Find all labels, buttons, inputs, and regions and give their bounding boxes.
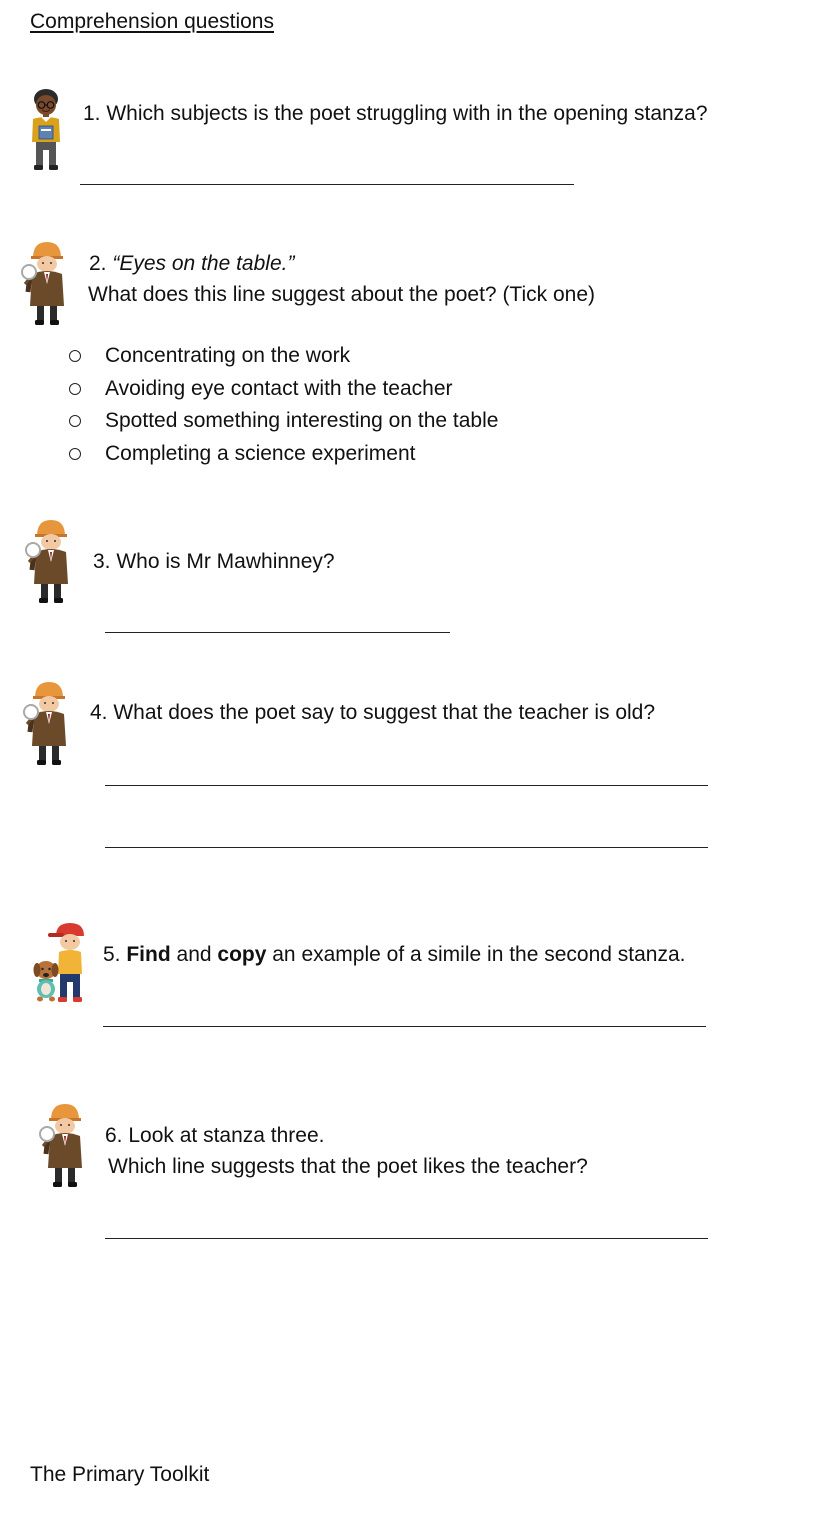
footer-brand: The Primary Toolkit	[30, 1463, 210, 1486]
tick-box-icon[interactable]	[69, 415, 81, 427]
option-label: Concentrating on the work	[105, 344, 351, 367]
tick-box-icon[interactable]	[69, 350, 81, 362]
answer-line-q4-b[interactable]	[105, 847, 708, 848]
answer-line-q3[interactable]	[105, 632, 450, 633]
question-5-bold-find: Find	[126, 943, 171, 966]
option-item[interactable]	[66, 405, 498, 438]
option-item[interactable]	[66, 373, 498, 406]
question-5-rest: an example of a simile in the second stanza.	[266, 943, 686, 966]
option-label: Avoiding eye contact with the teacher	[105, 376, 453, 400]
student-with-book-icon	[26, 86, 66, 172]
option-item[interactable]	[66, 438, 498, 471]
question-5-connector: and	[170, 943, 218, 966]
question-2-quote-text: “Eyes on the table.”	[112, 252, 295, 275]
question-5-number: 5.	[103, 943, 127, 966]
question-6-line-1: 6. Look at stanza three.	[105, 1124, 325, 1147]
question-2-quote	[89, 248, 294, 279]
question-1-text: 1. Which subjects is the poet struggling with in the opening stanza?	[83, 102, 708, 125]
tick-box-icon[interactable]	[69, 448, 81, 460]
answer-line-q6[interactable]	[105, 1238, 708, 1239]
question-2-number: 2.	[89, 252, 113, 275]
option-label: Completing a science experiment	[105, 441, 416, 465]
answer-line-q1[interactable]	[80, 184, 574, 185]
question-4-text: 4. What does the poet say to suggest that the teacher is old?	[90, 701, 656, 724]
detective-with-magnifier-icon	[20, 240, 70, 328]
detective-with-magnifier-icon	[22, 680, 72, 768]
option-label: Spotted something interesting on the table	[105, 409, 499, 432]
answer-line-q4-a[interactable]	[105, 785, 708, 786]
question-2-options	[66, 340, 498, 470]
answer-line-q5[interactable]	[103, 1026, 706, 1027]
question-5-bold-copy: copy	[217, 943, 267, 966]
option-item[interactable]	[66, 340, 498, 373]
detective-with-magnifier-icon	[24, 518, 74, 606]
tick-box-icon[interactable]	[69, 383, 81, 395]
question-5-text	[103, 939, 686, 970]
worksheet-heading: Comprehension questions	[30, 10, 274, 33]
question-3-text: 3. Who is Mr Mawhinney?	[93, 550, 335, 573]
question-2-text: What does this line suggest about the poet? (Tick one)	[88, 283, 596, 306]
question-6-line-2: Which line suggests that the poet likes the teacher?	[108, 1155, 588, 1178]
detective-with-magnifier-icon	[38, 1102, 88, 1190]
boy-with-dog-icon	[32, 922, 88, 1006]
